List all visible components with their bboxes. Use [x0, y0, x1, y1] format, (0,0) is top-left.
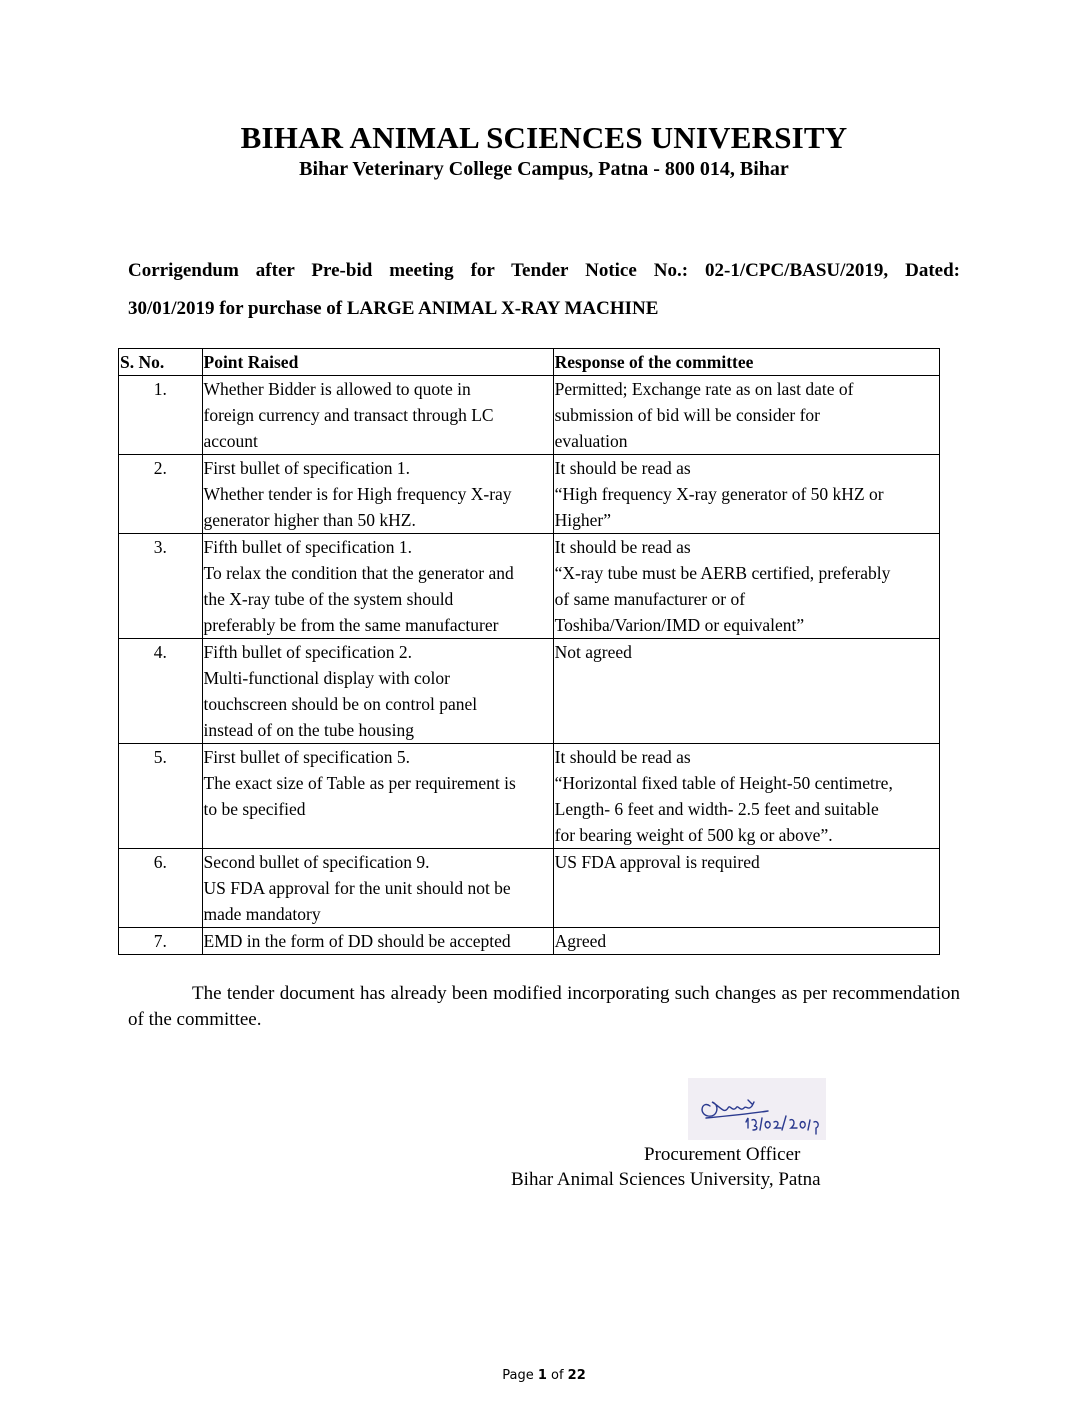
serial-number-cell: 7.: [119, 928, 203, 955]
point-line: First bullet of specification 5.: [203, 747, 411, 767]
response-line: for bearing weight of 500 kg or above”.: [554, 825, 833, 845]
subject-line-2: 30/01/2019 for purchase of LARGE ANIMAL X-RAY MACHINE: [128, 298, 659, 319]
header-point-raised: Point Raised: [202, 349, 553, 376]
response-line: of same manufacturer or of: [554, 589, 746, 609]
point-line: Second bullet of specification 9.: [203, 852, 430, 872]
point-line: the X-ray tube of the system should: [203, 589, 454, 609]
point-line: First bullet of specification 1.: [203, 458, 411, 478]
corrigendum-subject: [128, 252, 960, 328]
university-title: BIHAR ANIMAL SCIENCES UNIVERSITY: [240, 120, 848, 155]
response-line: It should be read as: [554, 537, 691, 557]
committee-response-cell: [553, 928, 939, 955]
point-raised-cell: [202, 928, 553, 955]
serial-number-cell: 3.: [119, 534, 203, 639]
table-row: [119, 849, 940, 928]
point-line: The exact size of Table as per requirement is: [203, 773, 516, 793]
point-raised-cell: [202, 639, 553, 744]
header-sno: S. No.: [119, 349, 203, 376]
point-raised-cell: [202, 455, 553, 534]
university-address: Bihar Veterinary College Campus, Patna - 800 014, Bihar: [299, 158, 789, 180]
closing-paragraph: The tender document has already been modified incorporating such changes as per recommendation of the committee.: [128, 983, 960, 1030]
point-line: EMD in the form of DD should be accepted: [203, 931, 511, 951]
point-raised-cell: [202, 849, 553, 928]
point-line: account: [203, 431, 258, 451]
point-line: Fifth bullet of specification 1.: [203, 537, 412, 557]
point-raised-cell: [202, 534, 553, 639]
point-line: touchscreen should be on control panel: [203, 694, 478, 714]
serial-number-cell: 4.: [119, 639, 203, 744]
response-line: submission of bid will be consider for: [554, 405, 821, 425]
response-line: Toshiba/Varion/IMD or equivalent”: [554, 615, 805, 635]
point-line: Whether Bidder is allowed to quote in: [203, 379, 471, 399]
subject-line-1: Corrigendum after Pre-bid meeting for Tender Notice No.: 02-1/CPC/BASU/2019, Dated:: [128, 260, 960, 281]
current-page: 1: [537, 1368, 547, 1383]
point-line: Multi-functional display with color: [203, 668, 450, 688]
point-line: made mandatory: [203, 904, 321, 924]
serial-number-cell: 5.: [119, 744, 203, 849]
serial-number-cell: 6.: [119, 849, 203, 928]
response-line: Permitted; Exchange rate as on last date of: [554, 379, 854, 399]
page-prefix: Page: [502, 1368, 538, 1383]
serial-number-cell: 2.: [119, 455, 203, 534]
point-raised-cell: [202, 376, 553, 455]
point-line: generator higher than 50 kHZ.: [203, 510, 416, 530]
table-row: [119, 455, 940, 534]
point-line: To relax the condition that the generator and: [203, 563, 514, 583]
response-line: Higher”: [554, 510, 611, 530]
serial-number-cell: 1.: [119, 376, 203, 455]
response-line: “High frequency X-ray generator of 50 kHZ or: [554, 484, 884, 504]
point-line: instead of on the tube housing: [203, 720, 414, 740]
committee-response-cell: [553, 639, 939, 744]
total-pages: 22: [567, 1368, 586, 1383]
committee-response-cell: [553, 376, 939, 455]
header-response: Response of the committee: [553, 349, 939, 376]
committee-response-cell: [553, 455, 939, 534]
committee-response-cell: [553, 744, 939, 849]
point-line: Fifth bullet of specification 2.: [203, 642, 412, 662]
response-line: Not agreed: [554, 642, 632, 662]
signer-role: Procurement Officer: [644, 1144, 801, 1165]
point-line: preferably be from the same manufacturer: [203, 615, 499, 635]
table-row: [119, 928, 940, 955]
signer-organization: Bihar Animal Sciences University, Patna: [511, 1169, 821, 1190]
response-line: Length- 6 feet and width- 2.5 feet and suitable: [554, 799, 879, 819]
response-line: Agreed: [554, 931, 607, 951]
point-line: US FDA approval for the unit should not be: [203, 878, 511, 898]
page-separator: of: [546, 1368, 568, 1383]
point-line: foreign currency and transact through LC: [203, 405, 494, 425]
response-table: [118, 348, 940, 955]
table-row: [119, 534, 940, 639]
response-line: It should be read as: [554, 747, 691, 767]
point-line: Whether tender is for High frequency X-ray: [203, 484, 512, 504]
page-number: [0, 1368, 1088, 1383]
table-header-row: [119, 349, 940, 376]
table-body: [119, 376, 940, 955]
committee-response-cell: [553, 849, 939, 928]
response-line: US FDA approval is required: [554, 852, 760, 872]
response-line: “Horizontal fixed table of Height-50 centimetre,: [554, 773, 893, 793]
handwritten-signature: [688, 1078, 826, 1140]
table-row: [119, 639, 940, 744]
table-row: [119, 376, 940, 455]
response-line: “X-ray tube must be AERB certified, preferably: [554, 563, 891, 583]
point-line: to be specified: [203, 799, 306, 819]
signature-drawing: [688, 1078, 826, 1140]
point-raised-cell: [202, 744, 553, 849]
response-line: evaluation: [554, 431, 628, 451]
committee-response-cell: [553, 534, 939, 639]
response-line: It should be read as: [554, 458, 691, 478]
table-row: [119, 744, 940, 849]
